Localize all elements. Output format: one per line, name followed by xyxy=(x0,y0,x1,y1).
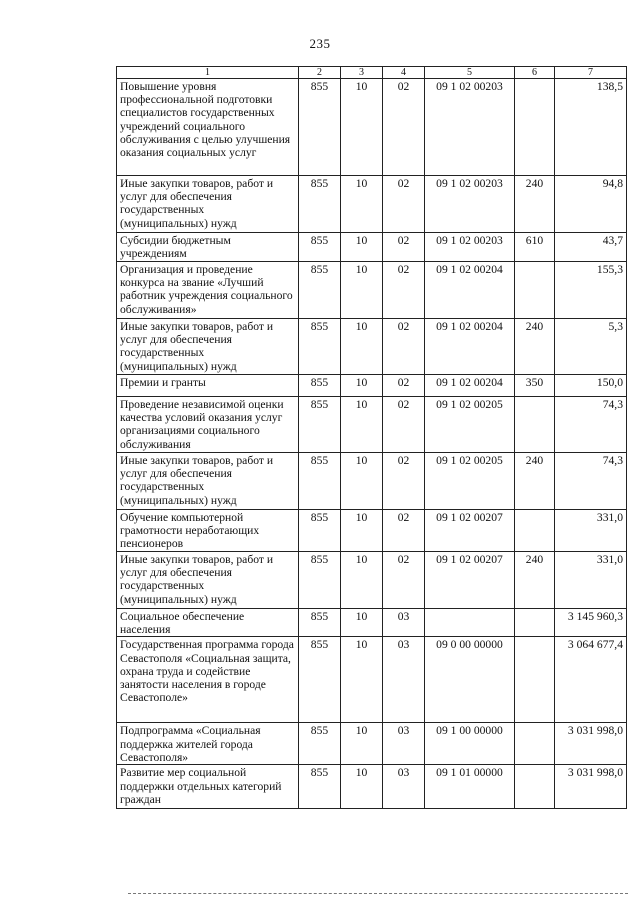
amount: 331,0 xyxy=(555,510,627,552)
amount: 94,8 xyxy=(555,176,627,233)
section-code: 10 xyxy=(341,609,383,637)
section-code: 10 xyxy=(341,765,383,809)
ministry-code: 855 xyxy=(299,552,341,609)
target-code: 09 1 01 00000 xyxy=(425,765,515,809)
ministry-code: 855 xyxy=(299,637,341,723)
ministry-code: 855 xyxy=(299,319,341,375)
amount: 74,3 xyxy=(555,453,627,510)
target-code: 09 1 02 00205 xyxy=(425,397,515,453)
section-code: 10 xyxy=(341,262,383,319)
item-name: Социальное обеспечение населения xyxy=(117,609,299,637)
column-header: 4 xyxy=(383,67,425,79)
subsection-code: 02 xyxy=(383,176,425,233)
item-name: Субсидии бюджетным учреждениям xyxy=(117,233,299,262)
section-code: 10 xyxy=(341,397,383,453)
expense-type-code: 610 xyxy=(515,233,555,262)
table-row xyxy=(117,262,627,319)
expense-type-code xyxy=(515,510,555,552)
subsection-code: 02 xyxy=(383,262,425,319)
item-name: Повышение уровня профессиональной подготовки специалистов государственных учреждений социального обслуживания с целью улучшения оказания социальных услуг xyxy=(117,79,299,176)
ministry-code: 855 xyxy=(299,79,341,176)
subsection-code: 03 xyxy=(383,637,425,723)
column-header: 7 xyxy=(555,67,627,79)
item-name: Развитие мер социальной поддержки отдельных категорий граждан xyxy=(117,765,299,809)
subsection-code: 02 xyxy=(383,552,425,609)
table-row xyxy=(117,637,627,723)
item-name: Иные закупки товаров, работ и услуг для обеспечения государственных (муниципальных) нужд xyxy=(117,453,299,510)
amount: 155,3 xyxy=(555,262,627,319)
subsection-code: 02 xyxy=(383,233,425,262)
amount: 5,3 xyxy=(555,319,627,375)
section-code: 10 xyxy=(341,552,383,609)
subsection-code: 02 xyxy=(383,319,425,375)
amount: 74,3 xyxy=(555,397,627,453)
budget-table xyxy=(116,66,627,809)
expense-type-code xyxy=(515,79,555,176)
item-name: Премии и гранты xyxy=(117,375,299,397)
amount: 138,5 xyxy=(555,79,627,176)
subsection-code: 02 xyxy=(383,375,425,397)
ministry-code: 855 xyxy=(299,262,341,319)
subsection-code: 03 xyxy=(383,723,425,765)
column-header: 5 xyxy=(425,67,515,79)
target-code: 09 1 00 00000 xyxy=(425,723,515,765)
table-row xyxy=(117,176,627,233)
target-code: 09 1 02 00203 xyxy=(425,176,515,233)
table-row xyxy=(117,397,627,453)
table-row xyxy=(117,765,627,809)
ministry-code: 855 xyxy=(299,510,341,552)
expense-type-code: 240 xyxy=(515,319,555,375)
table-row xyxy=(117,510,627,552)
item-name: Проведение независимой оценки качества условий оказания услуг организациями социального обслуживания xyxy=(117,397,299,453)
target-code: 09 1 02 00207 xyxy=(425,552,515,609)
section-code: 10 xyxy=(341,510,383,552)
target-code: 09 1 02 00204 xyxy=(425,375,515,397)
expense-type-code: 350 xyxy=(515,375,555,397)
item-name: Подпрограмма «Социальная поддержка жителей города Севастополя» xyxy=(117,723,299,765)
ministry-code: 855 xyxy=(299,397,341,453)
table-row xyxy=(117,375,627,397)
column-header: 2 xyxy=(299,67,341,79)
table-row xyxy=(117,552,627,609)
item-name: Иные закупки товаров, работ и услуг для обеспечения государственных (муниципальных) нужд xyxy=(117,552,299,609)
section-code: 10 xyxy=(341,233,383,262)
page-bottom-rule xyxy=(128,893,628,894)
amount: 43,7 xyxy=(555,233,627,262)
expense-type-code xyxy=(515,723,555,765)
table-header-row xyxy=(117,67,627,79)
amount: 331,0 xyxy=(555,552,627,609)
ministry-code: 855 xyxy=(299,176,341,233)
amount: 3 145 960,3 xyxy=(555,609,627,637)
column-header: 6 xyxy=(515,67,555,79)
expense-type-code xyxy=(515,609,555,637)
table-row xyxy=(117,609,627,637)
ministry-code: 855 xyxy=(299,723,341,765)
column-header: 3 xyxy=(341,67,383,79)
ministry-code: 855 xyxy=(299,233,341,262)
subsection-code: 03 xyxy=(383,609,425,637)
subsection-code: 02 xyxy=(383,453,425,510)
target-code: 09 1 02 00207 xyxy=(425,510,515,552)
item-name: Государственная программа города Севастополя «Социальная защита, охрана труда и содействие занятости населения в городе Севастополе» xyxy=(117,637,299,723)
target-code: 09 1 02 00203 xyxy=(425,233,515,262)
target-code xyxy=(425,609,515,637)
expense-type-code: 240 xyxy=(515,552,555,609)
expense-type-code: 240 xyxy=(515,176,555,233)
amount: 3 031 998,0 xyxy=(555,765,627,809)
item-name: Обучение компьютерной грамотности неработающих пенсионеров xyxy=(117,510,299,552)
table-row xyxy=(117,723,627,765)
expense-type-code xyxy=(515,637,555,723)
subsection-code: 02 xyxy=(383,397,425,453)
section-code: 10 xyxy=(341,723,383,765)
section-code: 10 xyxy=(341,453,383,510)
ministry-code: 855 xyxy=(299,375,341,397)
section-code: 10 xyxy=(341,176,383,233)
item-name: Организация и проведение конкурса на звание «Лучший работник учреждения социального обслуживания» xyxy=(117,262,299,319)
target-code: 09 1 02 00203 xyxy=(425,79,515,176)
table-row xyxy=(117,453,627,510)
expense-type-code xyxy=(515,397,555,453)
subsection-code: 03 xyxy=(383,765,425,809)
column-header: 1 xyxy=(117,67,299,79)
table-row xyxy=(117,233,627,262)
target-code: 09 1 02 00205 xyxy=(425,453,515,510)
item-name: Иные закупки товаров, работ и услуг для обеспечения государственных (муниципальных) нужд xyxy=(117,176,299,233)
item-name: Иные закупки товаров, работ и услуг для обеспечения государственных (муниципальных) нужд xyxy=(117,319,299,375)
expense-type-code xyxy=(515,765,555,809)
ministry-code: 855 xyxy=(299,609,341,637)
table-row xyxy=(117,319,627,375)
expense-type-code: 240 xyxy=(515,453,555,510)
target-code: 09 1 02 00204 xyxy=(425,319,515,375)
target-code: 09 1 02 00204 xyxy=(425,262,515,319)
subsection-code: 02 xyxy=(383,79,425,176)
section-code: 10 xyxy=(341,79,383,176)
target-code: 09 0 00 00000 xyxy=(425,637,515,723)
amount: 150,0 xyxy=(555,375,627,397)
ministry-code: 855 xyxy=(299,765,341,809)
section-code: 10 xyxy=(341,375,383,397)
page-number: 235 xyxy=(309,36,331,51)
subsection-code: 02 xyxy=(383,510,425,552)
ministry-code: 855 xyxy=(299,453,341,510)
section-code: 10 xyxy=(341,637,383,723)
amount: 3 064 677,4 xyxy=(555,637,627,723)
section-code: 10 xyxy=(341,319,383,375)
table-row xyxy=(117,79,627,176)
expense-type-code xyxy=(515,262,555,319)
amount: 3 031 998,0 xyxy=(555,723,627,765)
